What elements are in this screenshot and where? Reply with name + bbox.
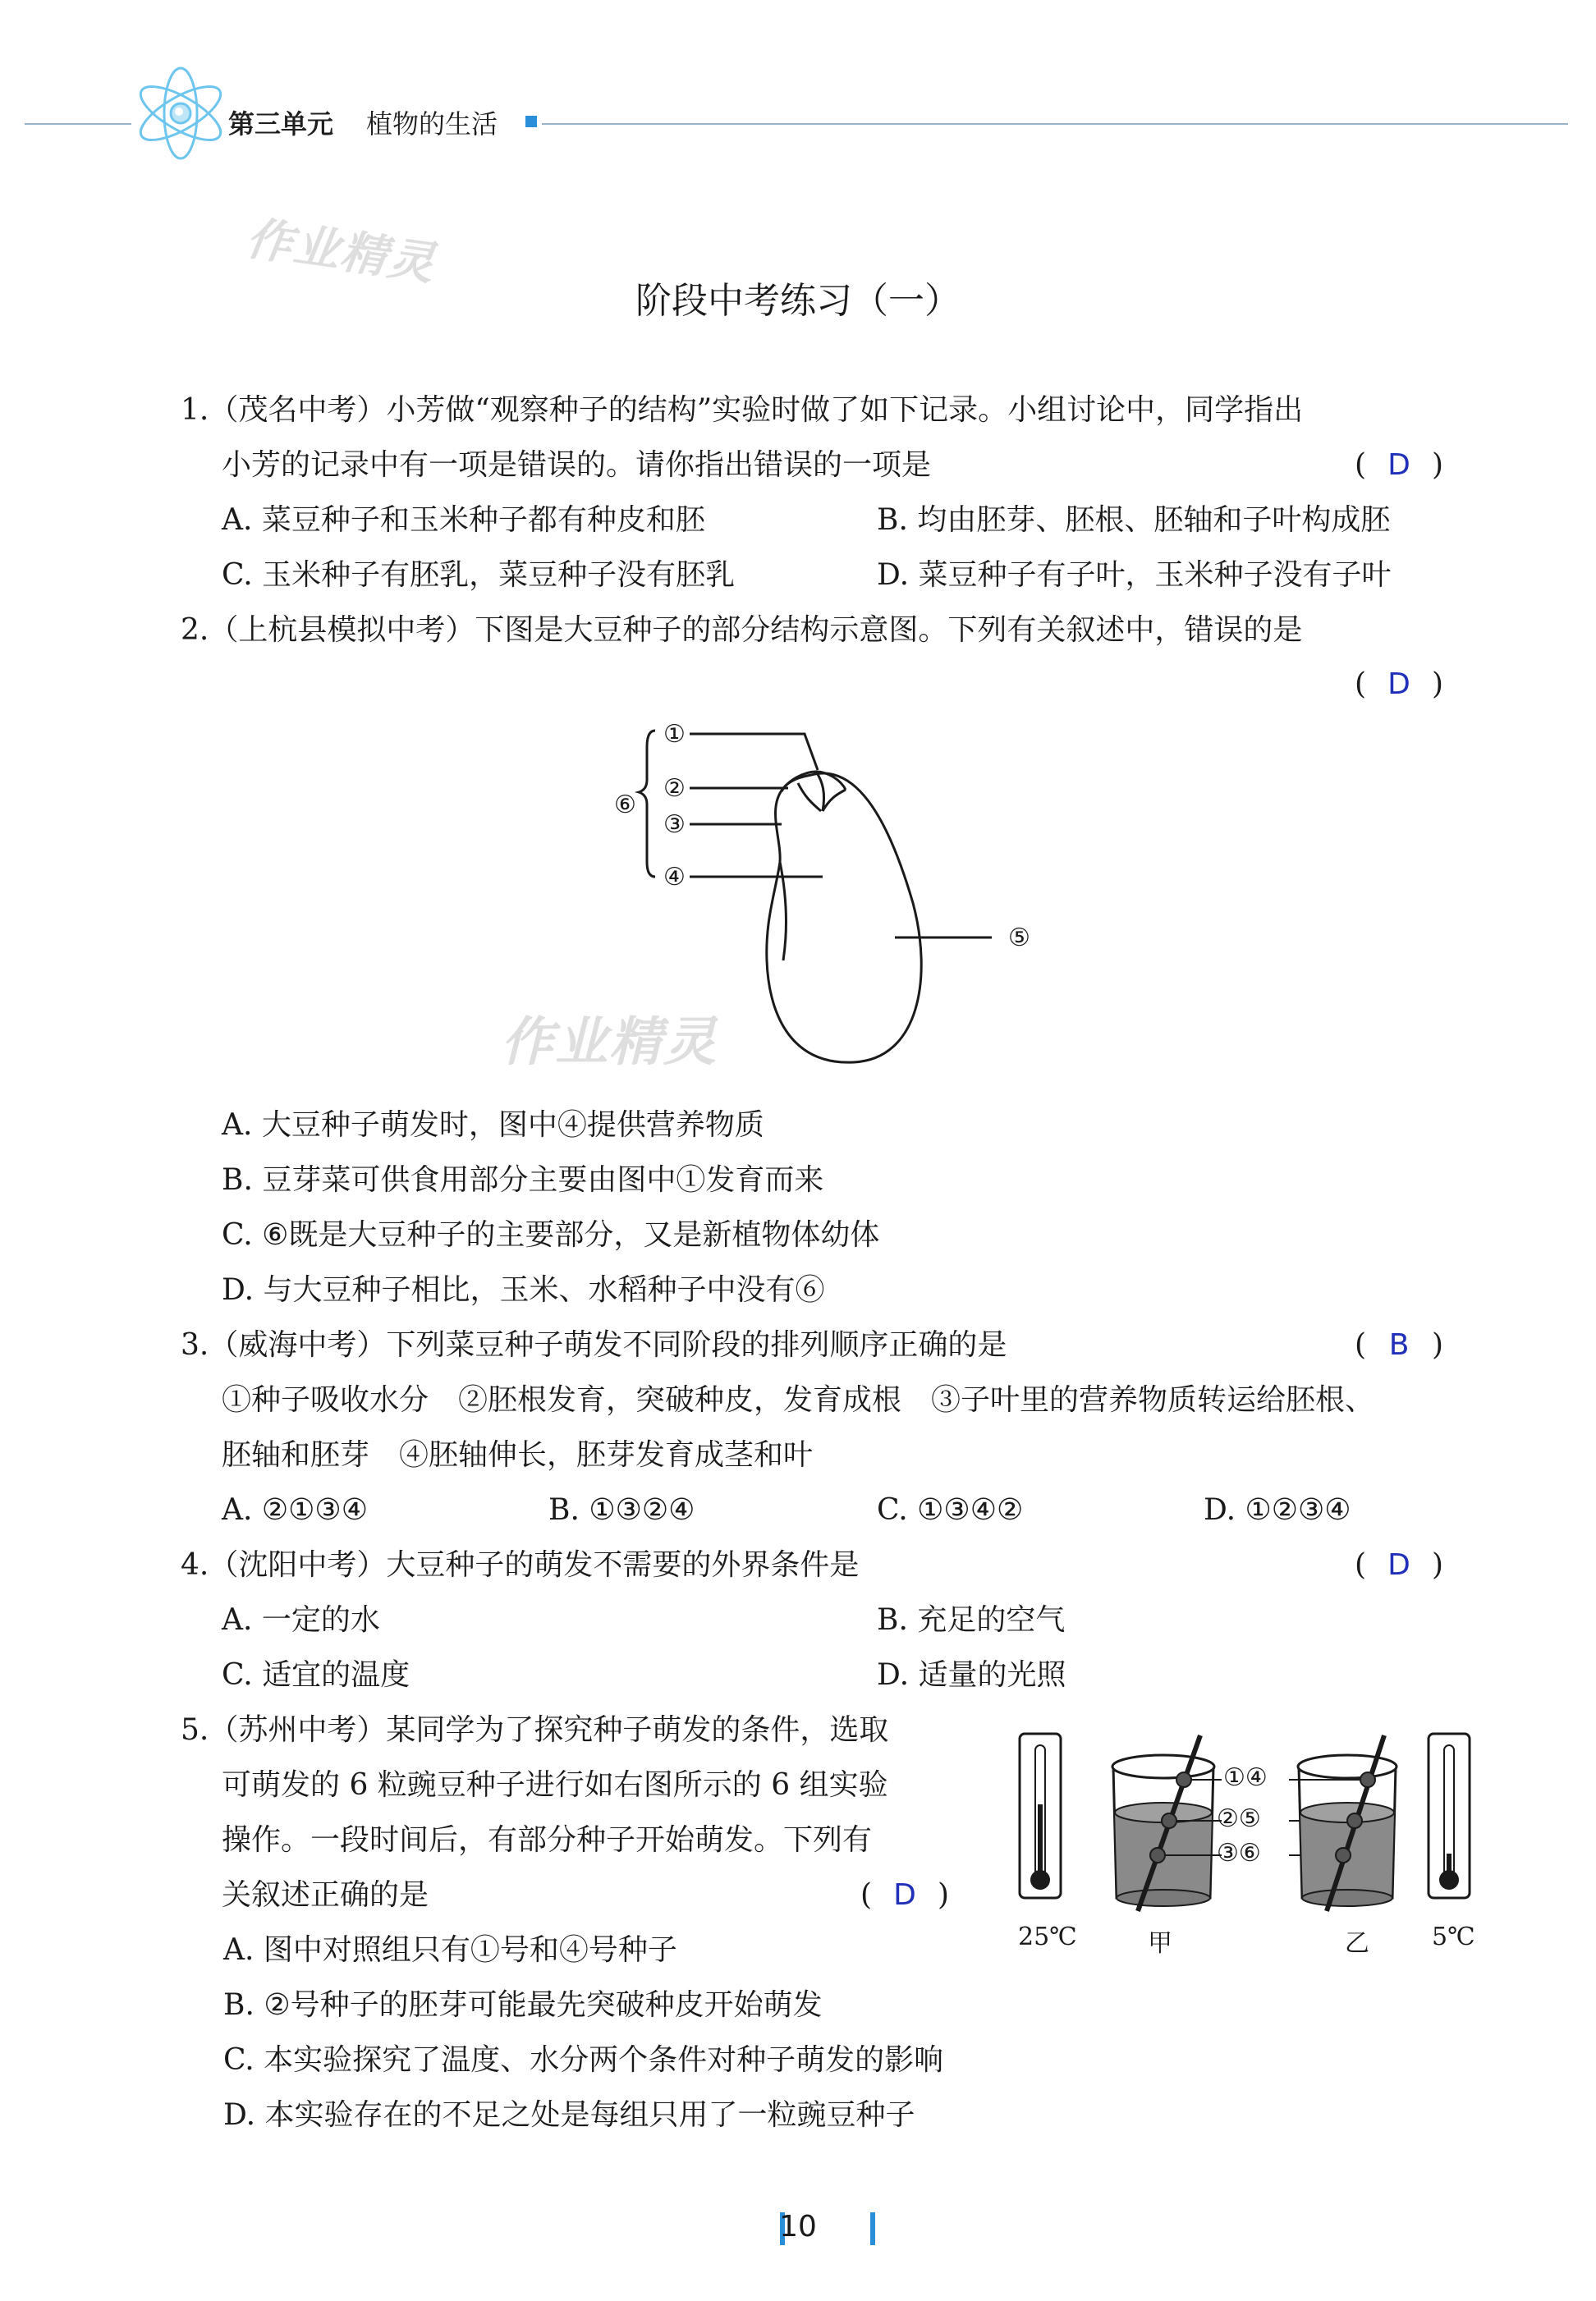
- beaker-left-icon: [1112, 1735, 1214, 1911]
- q1-option-d: D. 菜豆种子有子叶，玉米种子没有子叶: [877, 558, 1392, 592]
- q5-answer-box: ( D ): [860, 1878, 950, 1912]
- exp-label-row1: ①④: [1223, 1763, 1268, 1792]
- q3-answer: B: [1388, 1328, 1410, 1362]
- q2-option-d: D. 与大豆种子相比，玉米、水稻种子中没有⑥: [222, 1273, 825, 1307]
- watermark: 作业精灵: [242, 212, 439, 291]
- q5-stem-line2: 可萌发的 6 粒豌豆种子进行如右图所示的 6 组实验: [222, 1768, 888, 1802]
- q4-option-d: D. 适量的光照: [877, 1658, 1066, 1692]
- seed-label-6: ⑥: [614, 791, 636, 819]
- atom-logo-icon: [127, 64, 234, 163]
- q5-option-c: C. 本实验探究了温度、水分两个条件对种子萌发的影响: [223, 2043, 944, 2077]
- q2-option-c: C. ⑥既是大豆种子的主要部分，又是新植物体幼体: [222, 1218, 880, 1252]
- q3-stem-line2: ①种子吸收水分 ②胚根发育，突破种皮，发育成根 ③子叶里的营养物质转运给胚根、: [222, 1383, 1375, 1417]
- exp-label-row2: ②⑤: [1217, 1804, 1261, 1833]
- q2-option-a: A. 大豆种子萌发时，图中④提供营养物质: [222, 1108, 764, 1142]
- q2-answer: D: [1387, 667, 1410, 701]
- seed-label-3: ③: [663, 810, 686, 839]
- watermark-2: 作业精灵: [501, 1012, 718, 1073]
- q1-stem-line2: 小芳的记录中有一项是错误的。请你指出错误的一项是: [222, 448, 932, 482]
- thermometer-left-icon: [1020, 1734, 1061, 1898]
- q1-option-c: C. 玉米种子有胚乳，菜豆种子没有胚乳: [222, 558, 736, 592]
- q4-option-b: B. 充足的空气: [877, 1603, 1066, 1637]
- seed-label-1: ①: [663, 720, 686, 749]
- beaker-jia-label: 甲: [1148, 1929, 1172, 1958]
- topic-label: 植物的生活: [366, 108, 498, 140]
- q2-stem-line1: 2.（上杭县模拟中考）下图是大豆种子的部分结构示意图。下列有关叙述中，错误的是: [181, 613, 1303, 647]
- q3-stem-line1: 3.（威海中考）下列菜豆种子萌发不同阶段的排列顺序正确的是: [181, 1328, 1007, 1362]
- q2-option-b: B. 豆芽菜可供食用部分主要由图中①发育而来: [222, 1163, 824, 1197]
- q1-stem-line1: 1.（茂名中考）小芳做“观察种子的结构”实验时做了如下记录。小组讨论中，同学指出: [181, 393, 1304, 427]
- q4-stem-line1: 4.（沈阳中考）大豆种子的萌发不需要的外界条件是: [181, 1548, 860, 1582]
- q1-option-a: A. 菜豆种子和玉米种子都有种皮和胚: [222, 503, 705, 537]
- q1-answer-box: ( D ): [1355, 448, 1444, 482]
- seed-label-2: ②: [663, 774, 686, 803]
- q5-option-b: B. ②号种子的胚芽可能最先突破种皮开始萌发: [223, 1988, 823, 2022]
- q5-stem-line1: 5.（苏州中考）某同学为了探究种子萌发的条件，选取: [181, 1713, 889, 1747]
- page-number-bar-right: [870, 2212, 875, 2245]
- temp-right-label: 5℃: [1432, 1923, 1475, 1951]
- seed-label-5: ⑤: [1008, 924, 1030, 952]
- q3-answer-box: ( B ): [1355, 1328, 1444, 1362]
- q5-option-d: D. 本实验存在的不足之处是每组只用了一粒豌豆种子: [223, 2098, 915, 2132]
- page-title: 阶段中考练习（一）: [635, 280, 961, 322]
- header-square-icon: [525, 116, 537, 127]
- page-number: 10: [779, 2210, 817, 2244]
- q3-stem-line3: 胚轴和胚芽 ④胚轴伸长，胚芽发育成茎和叶: [222, 1438, 814, 1472]
- q4-option-c: C. 适宜的温度: [222, 1658, 410, 1692]
- q3-option-b: B. ①③②④: [548, 1493, 695, 1527]
- q4-option-a: A. 一定的水: [222, 1603, 380, 1637]
- q3-option-a: A. ②①③④: [222, 1493, 368, 1527]
- q5-stem-line3: 操作。一段时间后，有部分种子开始萌发。下列有: [222, 1823, 873, 1857]
- q1-answer: D: [1387, 448, 1410, 482]
- header-rule-right: [542, 123, 1568, 125]
- q2-answer-box: ( D ): [1355, 667, 1444, 701]
- q5-option-a: A. 图中对照组只有①号和④号种子: [223, 1933, 677, 1967]
- thermometer-right-icon: [1429, 1734, 1470, 1898]
- q1-option-b: B. 均由胚芽、胚根、胚轴和子叶构成胚: [877, 503, 1391, 537]
- temp-left-label: 25℃: [1018, 1923, 1077, 1951]
- seed-label-4: ④: [663, 863, 686, 892]
- beaker-yi-label: 乙: [1345, 1929, 1369, 1958]
- q3-option-c: C. ①③④②: [877, 1493, 1024, 1527]
- beaker-right-icon: [1298, 1735, 1396, 1911]
- q4-answer: D: [1387, 1548, 1410, 1582]
- q5-stem-line4: 关叙述正确的是: [222, 1878, 429, 1912]
- q3-option-d: D. ①②③④: [1204, 1493, 1351, 1527]
- unit-label: 第三单元: [228, 108, 334, 140]
- q4-answer-box: ( D ): [1355, 1548, 1444, 1582]
- header-rule-left: [25, 123, 131, 125]
- exp-label-row3: ③⑥: [1217, 1839, 1261, 1868]
- q5-answer: D: [893, 1878, 916, 1912]
